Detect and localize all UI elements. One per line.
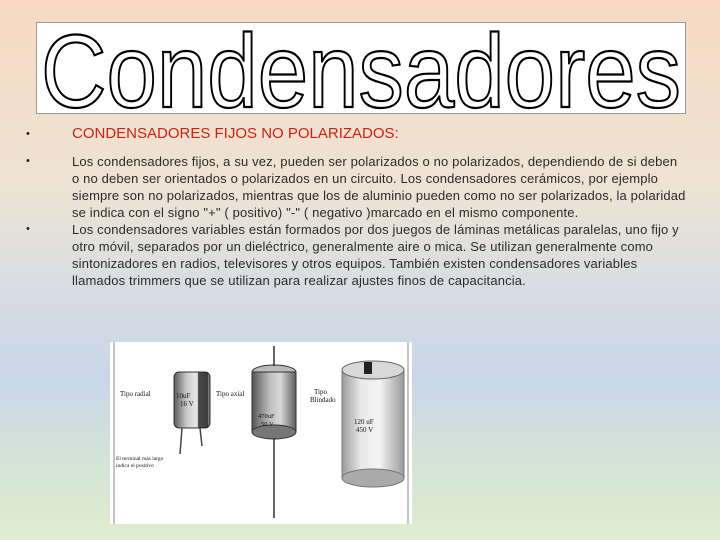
bullet-text: Los condensadores variables están formados por dos juegos de láminas metálicas paralelas, uno fijo y otro móvil, separados por un dieléctrico, generalmente aire o mica. Se utilizan generalmente como sintonizadores en radios, televisores y otros equipos. También existen condensadores variables llamados trimmers que se utilizan para realizar ajustes finos de capacitancia.	[72, 222, 679, 288]
bullet-marker: •	[26, 223, 31, 235]
bullet-marker: •	[26, 155, 31, 167]
bullet-list	[26, 125, 686, 289]
slide-title-graphic	[37, 14, 685, 130]
cap3-voltage: 450 V	[356, 426, 374, 434]
label-blindado-2: Blindado	[310, 396, 336, 404]
cap1-value: 10uF	[176, 392, 191, 400]
bullet-variable-capacitors	[26, 221, 686, 289]
label-radial: Tipo radial	[120, 390, 151, 398]
capacitor-illustration	[110, 342, 412, 524]
label-blindado-1: Tipo	[314, 388, 327, 396]
cap3-value: 120 uF	[354, 418, 374, 426]
cap2-voltage: 50 V	[261, 421, 274, 428]
bullet-heading-text: CONDENSADORES FIJOS NO POLARIZADOS:	[72, 125, 399, 142]
cap2-value: 470uF	[258, 413, 275, 420]
bullet-fixed-capacitors	[26, 153, 686, 221]
capacitor-photo	[110, 342, 412, 524]
label-axial: Tipo axial	[216, 390, 245, 398]
axial-capacitor	[252, 346, 296, 518]
bullet-text: Los condensadores fijos, a su vez, pueden ser polarizados o no polarizados, dependiendo de si deben o no deben ser orientados o polarizados en un circuito. Los condensadores cerámicos, por ejemplo siempre son no polarizados, mientras que los de aluminio pueden como no ser polarizados, la polaridad se indica con el signo "+" ( positivo) "-" ( negativo )marcado en el mismo componente.	[72, 154, 686, 220]
slide-title: Condensadores	[41, 14, 681, 130]
bullet-heading	[26, 125, 686, 143]
slide-title-box	[36, 14, 686, 130]
radial-capacitor	[174, 372, 210, 454]
shielded-capacitor	[342, 361, 404, 487]
terminal-note-line2: indica el positivo	[116, 463, 154, 469]
terminal-note-line1: El terminal más largo	[116, 456, 164, 462]
cap1-voltage: 16 V	[180, 400, 194, 408]
bullet-marker: •	[26, 128, 30, 140]
